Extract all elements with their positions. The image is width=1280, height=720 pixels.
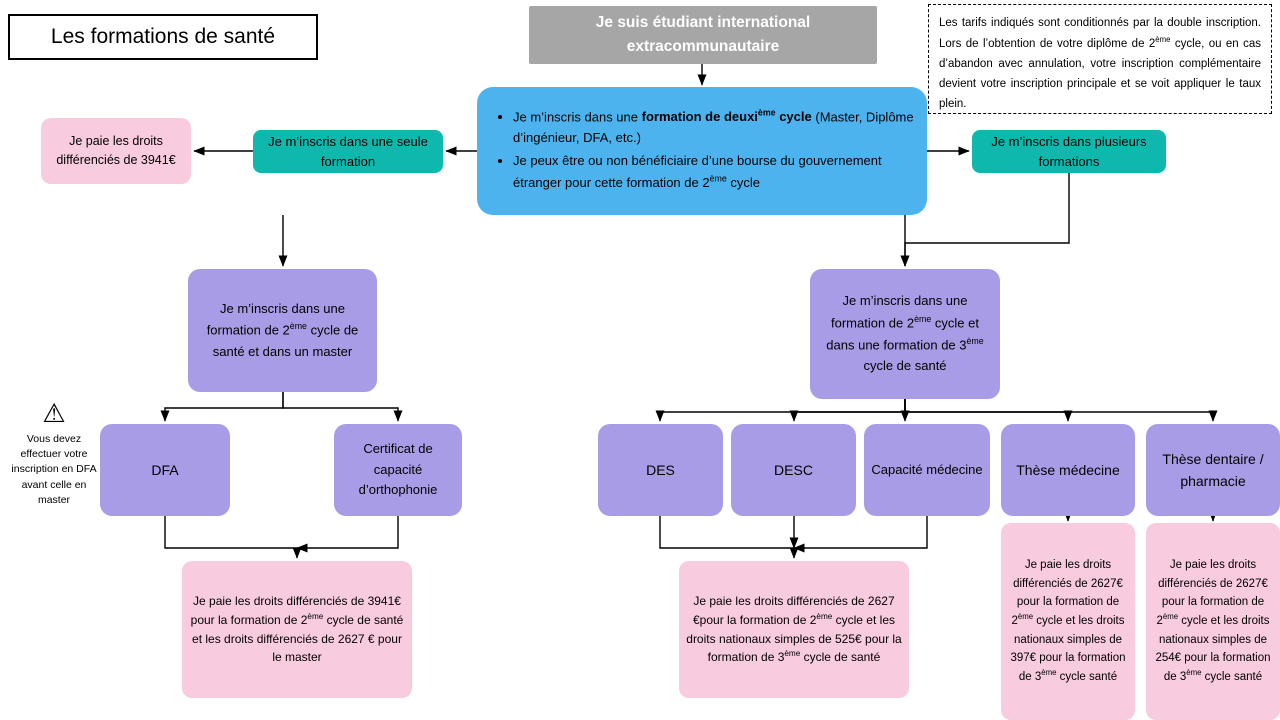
outcome-these-medecine-fees-text: Je paie les droits différenciés de 2627€ pour la formation de 2ème cycle et les droits nationaux simples de 397€ pour la formation de 3ème cycle santé xyxy=(1010,559,1126,684)
warning-triangle-icon: ⚠ xyxy=(42,398,66,428)
outcome-left-fees xyxy=(182,561,412,698)
main-bullet-2-text: Je peux être ou non bénéficiaire d’une bourse du gouvernement étranger pour cette formation de 2ème cycle xyxy=(513,153,882,191)
path-left-label: Je m’inscris dans une formation de 2ème cycle de santé et dans un master xyxy=(206,300,359,359)
outcome-single-fee-text: Je paie les droits différenciés de 3941€ xyxy=(56,133,176,167)
outcome-these-medecine-fees xyxy=(1001,523,1135,720)
leaf-capacite-label: Capacité médecine xyxy=(871,461,983,477)
warning-note xyxy=(10,400,98,508)
leaf-des xyxy=(598,424,723,516)
branch-multiple-formations xyxy=(972,130,1166,173)
page-title-label: Les formations de santé xyxy=(50,25,276,48)
header-line-1: Je suis étudiant international xyxy=(595,13,811,31)
leaf-orthophonie xyxy=(334,424,462,516)
branch-single-label: Je m’inscris dans une seule formation xyxy=(268,134,428,169)
warning-note-text: Vous devez effectuer votre inscription en DFA avant celle en master xyxy=(11,433,97,506)
leaf-des-label: DES xyxy=(646,461,675,478)
leaf-these-medecine xyxy=(1001,424,1135,516)
leaf-capacite-medecine xyxy=(864,424,990,516)
main-bullet-1 xyxy=(513,106,915,149)
tariff-note xyxy=(928,4,1272,114)
page-title xyxy=(8,14,318,60)
leaf-these-dentaire-pharmacie xyxy=(1146,424,1280,516)
main-bullet-1-b: (Master, Diplôme d’ingénieur, DFA, etc.) xyxy=(513,109,914,146)
main-bullet-2 xyxy=(513,151,915,194)
tariff-note-text: Les tarifs indiqués sont conditionnés par la double inscription. Lors de l’obtention de votre diplôme de 2ème cycle, ou en cas d’abandon avec annulation, votre inscription complémentaire devient votre inscription principale et se voit appliquer le taux plein. xyxy=(939,17,1261,111)
leaf-desc-label: DESC xyxy=(774,461,813,478)
leaf-desc xyxy=(731,424,856,516)
leaf-orthophonie-label: Certificat de capacité d’orthophonie xyxy=(358,440,438,498)
leaf-dfa-label: DFA xyxy=(151,461,179,478)
path-right-label: Je m’inscris dans une formation de 2ème cycle et dans une formation de 3ème cycle de santé xyxy=(826,293,984,374)
outcome-center-fees xyxy=(679,561,909,698)
outcome-center-fees-text: Je paie les droits différenciés de 2627 €pour la formation de 2ème cycle et les droits nationaux simples de 525€ pour la formation de 3ème cycle de santé xyxy=(686,594,902,665)
outcome-left-fees-text: Je paie les droits différenciés de 3941€ pour la formation de 2ème cycle de santé et les droits différenciés de 2627 € pour le master xyxy=(190,594,404,665)
branch-multiple-label: Je m’inscris dans plusieurs formations xyxy=(991,134,1147,169)
header-student-status xyxy=(529,6,877,64)
leaf-dfa xyxy=(100,424,230,516)
path-left-master xyxy=(188,269,377,392)
outcome-single-fee xyxy=(41,118,191,184)
main-bullet-1-a: Je m’inscris dans une xyxy=(513,109,642,125)
main-bullet-1-bold: formation de deuxi$^{ème}$ cycle xyxy=(641,108,812,125)
outcome-these-dentaire-fees-text: Je paie les droits différenciés de 2627€ pour la formation de 2ème cycle et les droits nationaux simples de 254€ pour la formation de 3ème cycle santé xyxy=(1155,559,1271,684)
outcome-these-dentaire-fees xyxy=(1146,523,1280,720)
header-line-2: extracommunautaire xyxy=(626,38,780,55)
branch-single-formation xyxy=(253,130,443,173)
leaf-these-dentaire-label: Thèse dentaire / pharmacie xyxy=(1162,450,1264,489)
main-enrollment-box xyxy=(477,87,927,215)
leaf-these-medecine-label: Thèse médecine xyxy=(1016,461,1120,478)
path-right-third-cycle xyxy=(810,269,1000,399)
